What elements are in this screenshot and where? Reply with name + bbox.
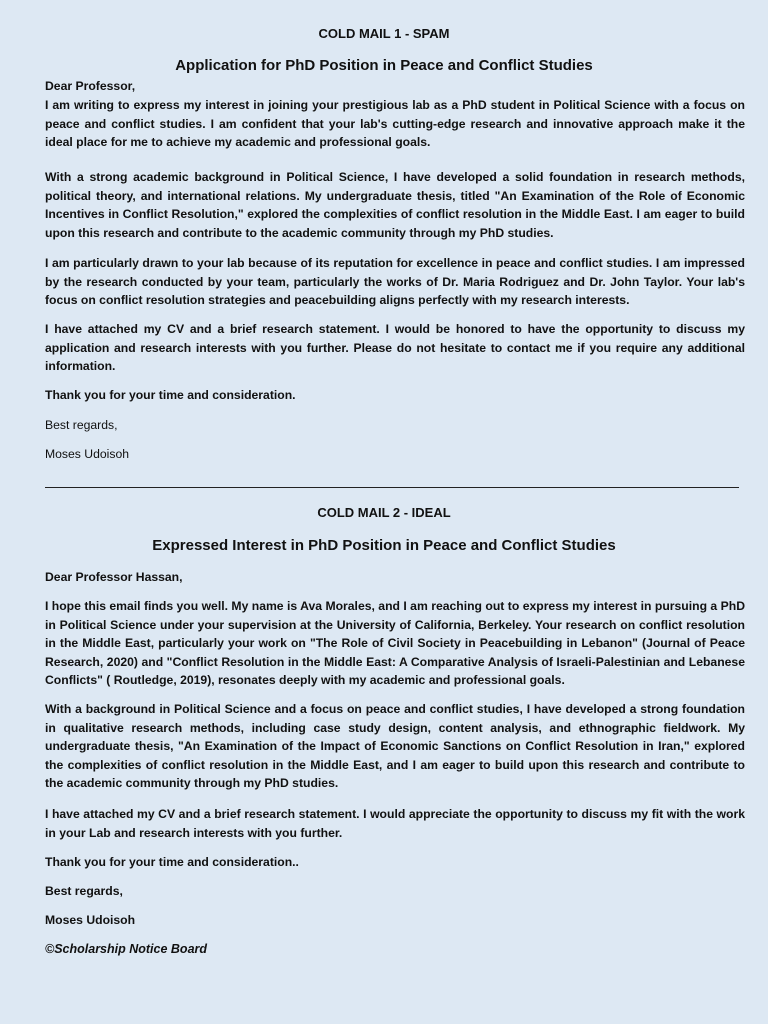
mail2-signoff: Best regards, xyxy=(45,884,123,898)
section-divider xyxy=(45,487,739,488)
mail2-thanks: Thank you for your time and consideration.. xyxy=(45,855,299,869)
mail2-paragraph-3: I have attached my CV and a brief research statement. I would appreciate the opportunity to discuss my fit with the work in your Lab and research interests with you further. xyxy=(45,807,745,840)
mail2-paragraph-2: With a background in Political Science and a focus on peace and conflict studies, I have developed a strong foundation in qualitative research methods, including case study design, content analysis, and ethnographic fieldwork. My undergraduate thesis, "An Examination of the Impact of Economic Sanctions on Conflict Resolution in Iran," explored the complexities of conflict resolution in the Middle East, and I am eager to build upon this research and contribute to the academic community through my PhD studies. xyxy=(45,702,745,790)
mail1-paragraph-1: I am writing to express my interest in joining your prestigious lab as a PhD student in Political Science with a focus on peace and conflict studies. I am confident that your lab's cutting-edge research and innovative approach make it the ideal place for me to achieve my academic and professional goals. xyxy=(45,98,745,149)
mail1-title: Application for PhD Position in Peace and Conflict Studies xyxy=(175,57,593,74)
mail2-paragraph-1: I hope this email finds you well. My name is Ava Morales, and I am reaching out to express my interest in pursuing a PhD in Political Science under your supervision at the University of California, Berkeley. Your research on conflict resolution in the Middle East, particularly your work on "The Role of Civil Society in Peacebuilding in Lebanon" (Journal of Peace Research, 2020) and "Conflict Resolution in the Middle East: A Comparative Analysis of Israeli-Palestinian and Lebanese Conflicts" ( Routledge, 2019), resonates deeply with my academic and professional goals. xyxy=(45,599,745,687)
mail1-paragraph-2: With a strong academic background in Political Science, I have developed a solid foundation in research methods, political theory, and international relations. My undergraduate thesis, titled "An Examination of the Role of Economic Incentives in Conflict Resolution," explored the complexities of conflict resolution in the Middle East. I am eager to build upon this research and contribute to the academic community through my PhD studies. xyxy=(45,170,745,240)
copyright-credit: ©Scholarship Notice Board xyxy=(45,942,208,956)
mail1-greeting: Dear Professor, xyxy=(45,79,136,93)
mail1-thanks: Thank you for your time and consideration. xyxy=(45,388,296,402)
mail1-signoff: Best regards, xyxy=(45,418,118,432)
mail1-paragraph-4: I have attached my CV and a brief research statement. I would be honored to have the opportunity to discuss my application and research interests with you further. Please do not hesitate to contact me if you require any additional information. xyxy=(45,322,745,373)
mail1-paragraph-3: I am particularly drawn to your lab because of its reputation for excellence in peace and conflict studies. I am impressed by the research conducted by your team, particularly the works of Dr. Maria Rodriguez and Dr. John Taylor. Your lab's focus on conflict resolution strategies and peacebuilding aligns perfectly with my research interests. xyxy=(45,256,745,307)
mail1-signature-name: Moses Udoisoh xyxy=(45,447,129,461)
mail2-greeting: Dear Professor Hassan, xyxy=(45,570,183,584)
mail2-signature-name: Moses Udoisoh xyxy=(45,913,136,927)
mail2-label: COLD MAIL 2 - IDEAL xyxy=(317,505,451,520)
mail1-label: COLD MAIL 1 - SPAM xyxy=(318,26,450,41)
mail2-title: Expressed Interest in PhD Position in Peace and Conflict Studies xyxy=(152,537,616,554)
